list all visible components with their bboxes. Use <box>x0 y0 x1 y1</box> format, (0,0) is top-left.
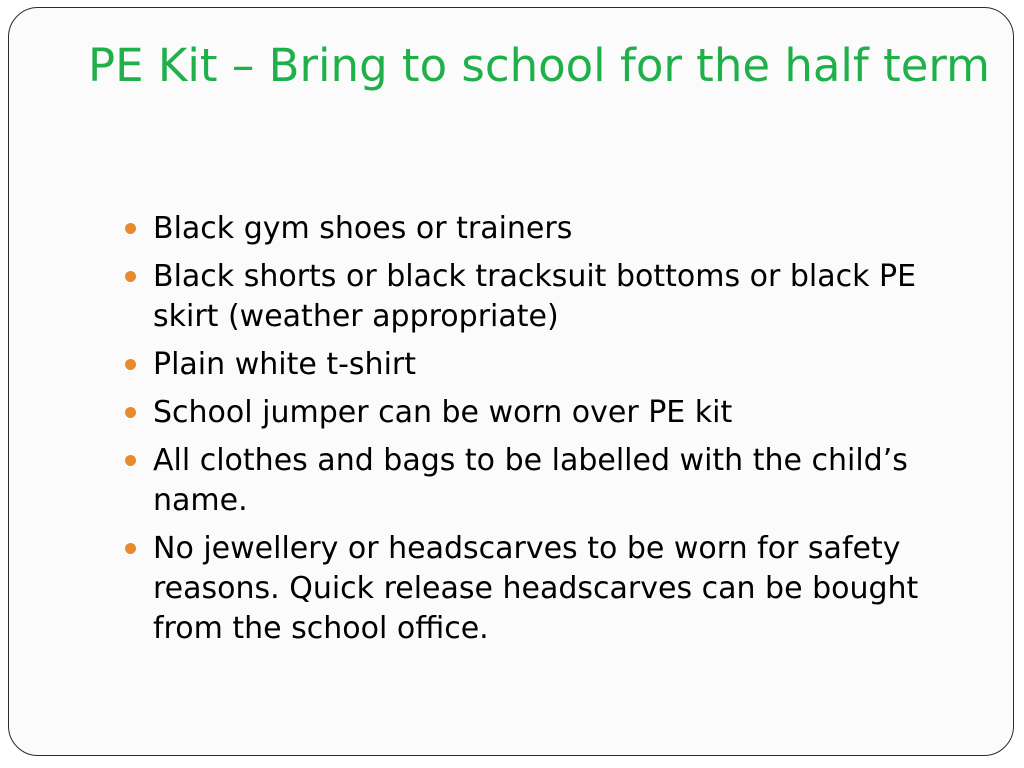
list-item-text: Plain white t-shirt <box>153 347 416 382</box>
bullet-dot-icon <box>125 359 136 370</box>
list-item-text: All clothes and bags to be labelled with the child’s name. <box>153 443 908 518</box>
list-item-text: Black gym shoes or trainers <box>153 211 573 246</box>
slide-title: PE Kit – Bring to school for the half term <box>88 39 990 92</box>
list-item-text: No jewellery or headscarves to be worn for safety reasons. Quick release headscarves can be bought from the school office. <box>153 531 919 646</box>
bullet-dot-icon <box>125 407 136 418</box>
list-item-text: Black shorts or black tracksuit bottoms or black PE skirt (weather appropriate) <box>153 259 917 334</box>
list-item <box>122 257 982 337</box>
bullet-dot-icon <box>125 223 136 234</box>
list-item <box>122 393 982 433</box>
list-item <box>122 529 982 649</box>
list-item <box>122 209 982 249</box>
list-item <box>122 345 982 385</box>
bullet-dot-icon <box>125 271 136 282</box>
slide-frame <box>8 7 1014 756</box>
bullet-list <box>122 209 982 657</box>
bullet-dot-icon <box>125 455 136 466</box>
list-item-text: School jumper can be worn over PE kit <box>153 395 733 430</box>
list-item <box>122 441 982 521</box>
bullet-dot-icon <box>125 543 136 554</box>
